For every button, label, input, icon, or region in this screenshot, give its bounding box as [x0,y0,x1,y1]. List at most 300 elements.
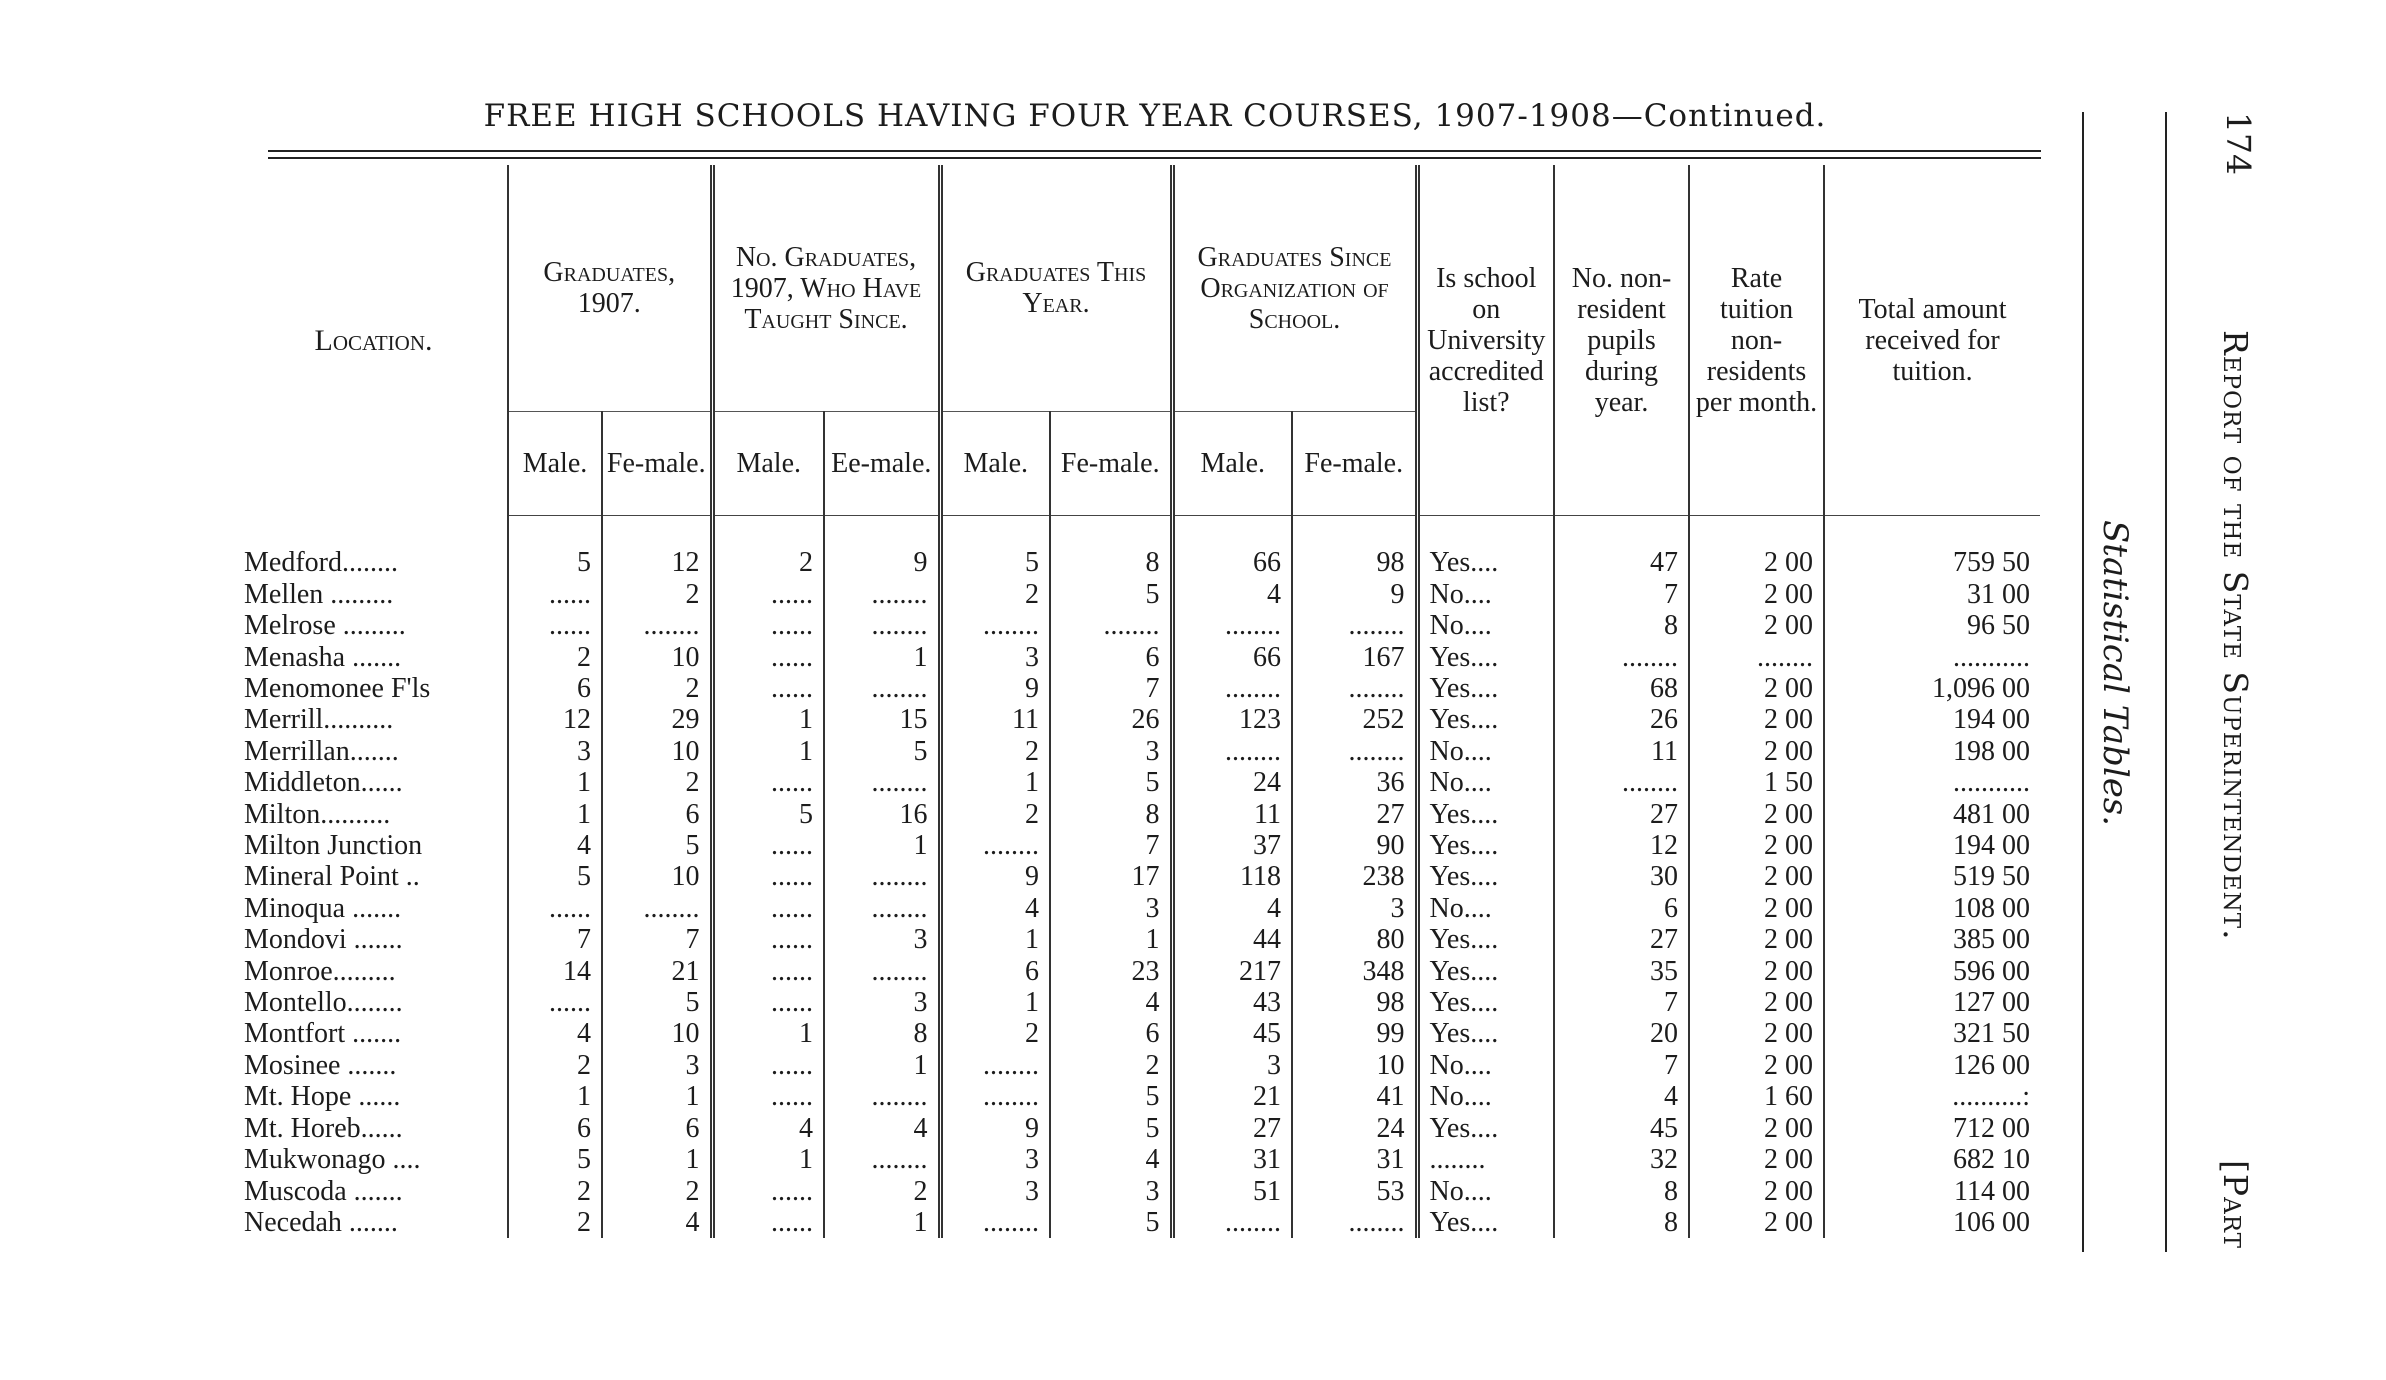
graduates-since-org-male: 118 [1172,861,1292,892]
graduates-this-year-female: 5 [1050,1207,1172,1238]
taught-since-female: ........ [824,579,940,610]
school-name: Mukwonago .... [244,1144,421,1176]
tuition-total: 198 00 [1824,736,2040,767]
taught-since-male: ...... [712,924,824,955]
graduates-this-year-female: 26 [1050,704,1172,735]
page-number: 174 [2219,112,2258,175]
table-row [240,1176,2040,1207]
top-rule-inner [268,157,2041,159]
school-name: Necedah ....... [244,1206,398,1238]
taught-since-male: ...... [712,767,824,798]
graduates-this-year-male: 11 [940,704,1050,735]
school-name: Mt. Horeb...... [244,1112,403,1144]
graduates-since-org-male: 4 [1172,579,1292,610]
table-row [240,704,2040,735]
tuition-rate: 2 00 [1689,547,1824,578]
nonresident-pupils: 20 [1554,1018,1689,1049]
taught-since-male: ...... [712,893,824,924]
school-name: Merrill.......... [244,704,394,736]
tuition-rate: 2 00 [1689,987,1824,1018]
graduates-this-year-male: 9 [940,673,1050,704]
tuition-rate: 1 60 [1689,1081,1824,1112]
accredited-status: Yes.... [1417,642,1554,673]
taught-since-male: ...... [712,830,824,861]
accredited-status: No.... [1417,579,1554,610]
table-row [240,1018,2040,1049]
graduates-1907-male: 1 [508,767,602,798]
page-title: FREE HIGH SCHOOLS HAVING FOUR YEAR COURSES, 1907-1908—Continued. [483,98,1827,134]
nonresident-pupils: 8 [1554,610,1689,641]
table-row [240,736,2040,767]
graduates-1907-male: 3 [508,736,602,767]
graduates-1907-male: 1 [508,1081,602,1112]
tuition-rate: ........ [1689,642,1824,673]
graduates-1907-male: 5 [508,547,602,578]
graduates-since-org-female: 27 [1292,799,1417,830]
taught-since-female: 5 [824,736,940,767]
graduates-since-org-male: 27 [1172,1113,1292,1144]
tuition-total: ........... [1824,767,2040,798]
taught-since-male: 1 [712,1144,824,1175]
nonresident-pupils: 68 [1554,673,1689,704]
graduates-1907-male: 12 [508,704,602,735]
graduates-since-org-male: 123 [1172,704,1292,735]
school-name: Montello........ [244,987,403,1019]
graduates-since-org-female: 53 [1292,1176,1417,1207]
accredited-status: Yes.... [1417,1018,1554,1049]
graduates-1907-male: 2 [508,1207,602,1238]
graduates-since-org-male: 37 [1172,830,1292,861]
tuition-total: 519 50 [1824,861,2040,892]
taught-since-female: 3 [824,924,940,955]
graduates-1907-male: 2 [508,1176,602,1207]
graduates-since-org-female: 348 [1292,956,1417,987]
graduates-this-year-male: 1 [940,924,1050,955]
graduates-this-year-male: 9 [940,1113,1050,1144]
margin-rule-left [2082,112,2084,1252]
nonresident-pupils: ........ [1554,767,1689,798]
accredited-status: Yes.... [1417,987,1554,1018]
tuition-total: ........... [1824,642,2040,673]
graduates-since-org-male: 43 [1172,987,1292,1018]
nonresident-pupils: 4 [1554,1081,1689,1112]
graduates-since-organization-header: Graduates Since Organization of School. [1172,165,1417,412]
table-row [240,1144,2040,1175]
graduates-this-year-male: 3 [940,642,1050,673]
graduates-1907-male: 4 [508,830,602,861]
table-row [240,1207,2040,1238]
accredited-header: Is school on University accredited list? [1417,165,1554,516]
taught-since-male: ...... [712,987,824,1018]
tuition-total: 596 00 [1824,956,2040,987]
school-name: Mineral Point .. [244,861,420,893]
tuition-rate: 2 00 [1689,610,1824,641]
graduates-this-year-male: 5 [940,547,1050,578]
graduates-since-org-female: 99 [1292,1018,1417,1049]
graduates-1907-female: 4 [602,1207,712,1238]
taught-since-male: 5 [712,799,824,830]
accredited-status: No.... [1417,1176,1554,1207]
statistics-table [240,165,2040,1238]
accredited-status: No.... [1417,1050,1554,1081]
graduates-since-org-male: 4 [1172,893,1292,924]
graduates-this-year-female: 23 [1050,956,1172,987]
tuition-total: 31 00 [1824,579,2040,610]
graduates-since-org-female: 31 [1292,1144,1417,1175]
tuition-rate: 2 00 [1689,1050,1824,1081]
graduates-1907-female: 6 [602,1113,712,1144]
school-name: Montfort ....... [244,1018,402,1050]
graduates-since-org-female: 80 [1292,924,1417,955]
school-name: Mt. Hope ...... [244,1081,401,1113]
table-row [240,673,2040,704]
nonresident-pupils: 11 [1554,736,1689,767]
graduates-this-year-male: ........ [940,1207,1050,1238]
graduates-1907-male: ...... [508,610,602,641]
tuition-rate: 2 00 [1689,673,1824,704]
accredited-status: Yes.... [1417,924,1554,955]
graduates-this-year-male: 4 [940,893,1050,924]
tuition-total: 1,096 00 [1824,673,2040,704]
graduates-1907-male: ...... [508,579,602,610]
graduates-this-year-male: 2 [940,579,1050,610]
taught-since-male: ...... [712,1050,824,1081]
graduates-this-year-female: 1 [1050,924,1172,955]
tuition-rate: 2 00 [1689,893,1824,924]
female-header: Fe-male. [1292,412,1417,516]
graduates-since-org-female: 238 [1292,861,1417,892]
school-name: Menomonee F'ls [244,673,431,705]
graduates-1907-male: ...... [508,987,602,1018]
taught-since-female: ........ [824,956,940,987]
graduates-1907-female: ........ [602,610,712,641]
nonresident-pupils: 7 [1554,579,1689,610]
tuition-total: 759 50 [1824,547,2040,578]
graduates-1907-female: 5 [602,987,712,1018]
graduates-since-org-male: 66 [1172,547,1292,578]
tuition-total: 385 00 [1824,924,2040,955]
graduates-since-org-male: 24 [1172,767,1292,798]
table-row [240,893,2040,924]
tuition-total: 108 00 [1824,893,2040,924]
table-row [240,987,2040,1018]
graduates-1907-female: 5 [602,830,712,861]
section-subtitle: Statistical Tables. [2095,520,2135,827]
taught-since-female: ........ [824,610,940,641]
accredited-status: Yes.... [1417,673,1554,704]
graduates-since-org-female: 98 [1292,987,1417,1018]
graduates-1907-female: 1 [602,1144,712,1175]
graduates-since-org-male: 21 [1172,1081,1292,1112]
graduates-1907-male: 6 [508,1113,602,1144]
taught-since-male: ...... [712,861,824,892]
tuition-rate: 2 00 [1689,799,1824,830]
school-name: Middleton...... [244,767,403,799]
graduates-1907-male: 7 [508,924,602,955]
graduates-this-year-male: 1 [940,767,1050,798]
taught-since-male: ...... [712,956,824,987]
graduates-1907-female: 2 [602,673,712,704]
table-row [240,610,2040,641]
graduates-since-org-female: ........ [1292,1207,1417,1238]
taught-since-male: 2 [712,547,824,578]
graduates-1907-female: ........ [602,893,712,924]
graduates-since-org-female: 90 [1292,830,1417,861]
nonresident-pupils: 35 [1554,956,1689,987]
taught-since-male: ...... [712,610,824,641]
graduates-since-org-male: 45 [1172,1018,1292,1049]
table-row [240,642,2040,673]
nonresident-pupils: 30 [1554,861,1689,892]
school-name: Mellen ......... [244,578,394,610]
graduates-this-year-female: 7 [1050,673,1172,704]
nonresident-pupils: 45 [1554,1113,1689,1144]
table-row [240,1050,2040,1081]
accredited-status: Yes.... [1417,799,1554,830]
school-name: Merrillan....... [244,735,399,767]
graduates-1907-female: 6 [602,799,712,830]
tuition-rate: 2 00 [1689,1113,1824,1144]
accredited-status: Yes.... [1417,704,1554,735]
graduates-since-org-female: 36 [1292,767,1417,798]
tuition-total: 712 00 [1824,1113,2040,1144]
nonresident-pupils: 6 [1554,893,1689,924]
accredited-status: No.... [1417,1081,1554,1112]
graduates-this-year-female: 3 [1050,893,1172,924]
nonresident-pupils: 12 [1554,830,1689,861]
taught-since-male: ...... [712,1207,824,1238]
taught-since-female: ........ [824,893,940,924]
margin-rule-right [2165,112,2167,1252]
nonresident-pupils: 7 [1554,987,1689,1018]
male-header: Male. [940,412,1050,516]
taught-since-female: ........ [824,1081,940,1112]
total-tuition-header: Total amount received for tuition. [1824,165,2040,516]
taught-since-male: 1 [712,736,824,767]
female-header: Ee-male. [824,412,940,516]
taught-since-female: 16 [824,799,940,830]
taught-since-male: ...... [712,1176,824,1207]
top-rule [268,150,2041,152]
graduates-since-org-female: ........ [1292,673,1417,704]
taught-since-female: 3 [824,987,940,1018]
tuition-rate: 2 00 [1689,736,1824,767]
school-name: Milton Junction [244,830,423,862]
taught-since-female: 2 [824,1176,940,1207]
accredited-status: Yes.... [1417,861,1554,892]
tuition-total: 106 00 [1824,1207,2040,1238]
school-name: Minoqua ....... [244,892,402,924]
graduates-1907-male: 2 [508,1050,602,1081]
graduates-this-year-male: 2 [940,799,1050,830]
tuition-rate: 2 00 [1689,704,1824,735]
graduates-1907-header: Graduates, 1907. [508,165,712,412]
table-row [240,830,2040,861]
accredited-status: Yes.... [1417,830,1554,861]
tuition-rate: 2 00 [1689,1207,1824,1238]
tuition-total: 114 00 [1824,1176,2040,1207]
nonresident-pupils: 8 [1554,1207,1689,1238]
taught-since-female: ........ [824,673,940,704]
taught-since-female: ........ [824,1144,940,1175]
table-row [240,547,2040,578]
female-header: Fe-male. [602,412,712,516]
graduates-since-org-female: 9 [1292,579,1417,610]
tuition-rate: 2 00 [1689,830,1824,861]
tuition-rate: 2 00 [1689,1176,1824,1207]
table-body [240,547,2040,1238]
graduates-since-org-male: 217 [1172,956,1292,987]
table-row [240,767,2040,798]
accredited-status: No.... [1417,610,1554,641]
tuition-total: 127 00 [1824,987,2040,1018]
graduates-since-org-male: 11 [1172,799,1292,830]
header-divider [240,516,2040,548]
tuition-total: ..........: [1824,1081,2040,1112]
taught-since-male: ...... [712,673,824,704]
graduates-1907-female: 2 [602,767,712,798]
taught-since-male: 1 [712,704,824,735]
graduates-since-org-male: ........ [1172,1207,1292,1238]
graduates-this-year-female: 3 [1050,1176,1172,1207]
running-head: Report of the State Superintendent. [2216,330,2255,941]
graduates-this-year-female: 17 [1050,861,1172,892]
accredited-status: No.... [1417,736,1554,767]
taught-since-male: ...... [712,579,824,610]
table-row [240,861,2040,892]
graduates-1907-female: 21 [602,956,712,987]
accredited-status: Yes.... [1417,1113,1554,1144]
taught-since-female: 1 [824,1050,940,1081]
tuition-total: 321 50 [1824,1018,2040,1049]
tuition-rate: 2 00 [1689,579,1824,610]
taught-since-male: 1 [712,1018,824,1049]
nonresident-pupils: 27 [1554,924,1689,955]
tuition-total: 194 00 [1824,704,2040,735]
nonresident-pupils: ........ [1554,642,1689,673]
graduates-this-year-female: ........ [1050,610,1172,641]
graduates-this-year-female: 4 [1050,1144,1172,1175]
tuition-total: 126 00 [1824,1050,2040,1081]
graduates-1907-female: 1 [602,1081,712,1112]
graduates-since-org-male: 3 [1172,1050,1292,1081]
nonresident-pupils: 32 [1554,1144,1689,1175]
graduates-1907-female: 10 [602,736,712,767]
graduates-this-year-male: 2 [940,736,1050,767]
graduates-1907-female: 2 [602,579,712,610]
school-name: Menasha ....... [244,641,402,673]
graduates-since-org-female: ........ [1292,736,1417,767]
graduates-since-org-female: 10 [1292,1050,1417,1081]
school-name: Mondovi ....... [244,924,403,956]
graduates-this-year-male: 1 [940,987,1050,1018]
tuition-rate: 2 00 [1689,924,1824,955]
graduates-1907-male: 1 [508,799,602,830]
taught-since-male: 4 [712,1113,824,1144]
graduates-1907-male: 2 [508,642,602,673]
graduates-this-year-male: ........ [940,1081,1050,1112]
accredited-status: ........ [1417,1144,1554,1175]
taught-since-female: 1 [824,1207,940,1238]
graduates-since-org-male: 31 [1172,1144,1292,1175]
graduates-1907-female: 2 [602,1176,712,1207]
graduates-since-org-female: 41 [1292,1081,1417,1112]
nonresident-header: No. non-resident pupils during year. [1554,165,1689,516]
tuition-total: 481 00 [1824,799,2040,830]
graduates-since-org-male: ........ [1172,610,1292,641]
graduates-this-year-female: 5 [1050,1081,1172,1112]
table-row [240,1113,2040,1144]
taught-since-female: 15 [824,704,940,735]
table-row [240,956,2040,987]
tuition-rate: 2 00 [1689,1144,1824,1175]
table-row [240,579,2040,610]
tuition-rate: 2 00 [1689,1018,1824,1049]
graduates-this-year-female: 4 [1050,987,1172,1018]
taught-since-female: ........ [824,861,940,892]
graduates-this-year-female: 5 [1050,579,1172,610]
graduates-this-year-female: 8 [1050,547,1172,578]
graduates-this-year-female: 5 [1050,1113,1172,1144]
taught-since-male: ...... [712,1081,824,1112]
tuition-rate: 1 50 [1689,767,1824,798]
school-name: Medford........ [244,547,398,579]
nonresident-pupils: 27 [1554,799,1689,830]
graduates-1907-male: 4 [508,1018,602,1049]
graduates-since-org-female: 98 [1292,547,1417,578]
graduates-since-org-female: 167 [1292,642,1417,673]
graduates-this-year-female: 5 [1050,767,1172,798]
graduates-this-year-male: ........ [940,830,1050,861]
tuition-total: 194 00 [1824,830,2040,861]
taught-since-female: 1 [824,642,940,673]
tuition-rate: 2 00 [1689,861,1824,892]
graduates-this-year-male: 6 [940,956,1050,987]
graduates-1907-female: 3 [602,1050,712,1081]
accredited-status: No.... [1417,893,1554,924]
school-name: Mosinee ....... [244,1049,397,1081]
graduates-since-org-female: ........ [1292,610,1417,641]
accredited-status: No.... [1417,767,1554,798]
graduates-this-year-male: 2 [940,1018,1050,1049]
graduates-1907-female: 29 [602,704,712,735]
graduates-since-org-male: 66 [1172,642,1292,673]
school-name: Muscoda ....... [244,1175,403,1207]
graduates-1907-female: 7 [602,924,712,955]
graduates-this-year-female: 2 [1050,1050,1172,1081]
graduates-this-year-female: 8 [1050,799,1172,830]
graduates-this-year-female: 6 [1050,1018,1172,1049]
male-header: Male. [712,412,824,516]
graduates-1907-male: 6 [508,673,602,704]
graduates-since-org-male: 51 [1172,1176,1292,1207]
taught-since-male: ...... [712,642,824,673]
location-header: Location. [314,323,433,357]
graduates-since-org-female: 24 [1292,1113,1417,1144]
taught-since-female: 9 [824,547,940,578]
graduates-since-org-male: ........ [1172,736,1292,767]
taught-since-female: 1 [824,830,940,861]
graduates-1907-female: 12 [602,547,712,578]
table-row [240,799,2040,830]
school-name: Milton.......... [244,798,391,830]
graduates-1907-male: 5 [508,1144,602,1175]
part-label: [Part [2216,1160,2255,1249]
nonresident-pupils: 7 [1554,1050,1689,1081]
graduates-this-year-female: 6 [1050,642,1172,673]
graduates-this-year-male: 3 [940,1144,1050,1175]
taught-since-female: 4 [824,1113,940,1144]
